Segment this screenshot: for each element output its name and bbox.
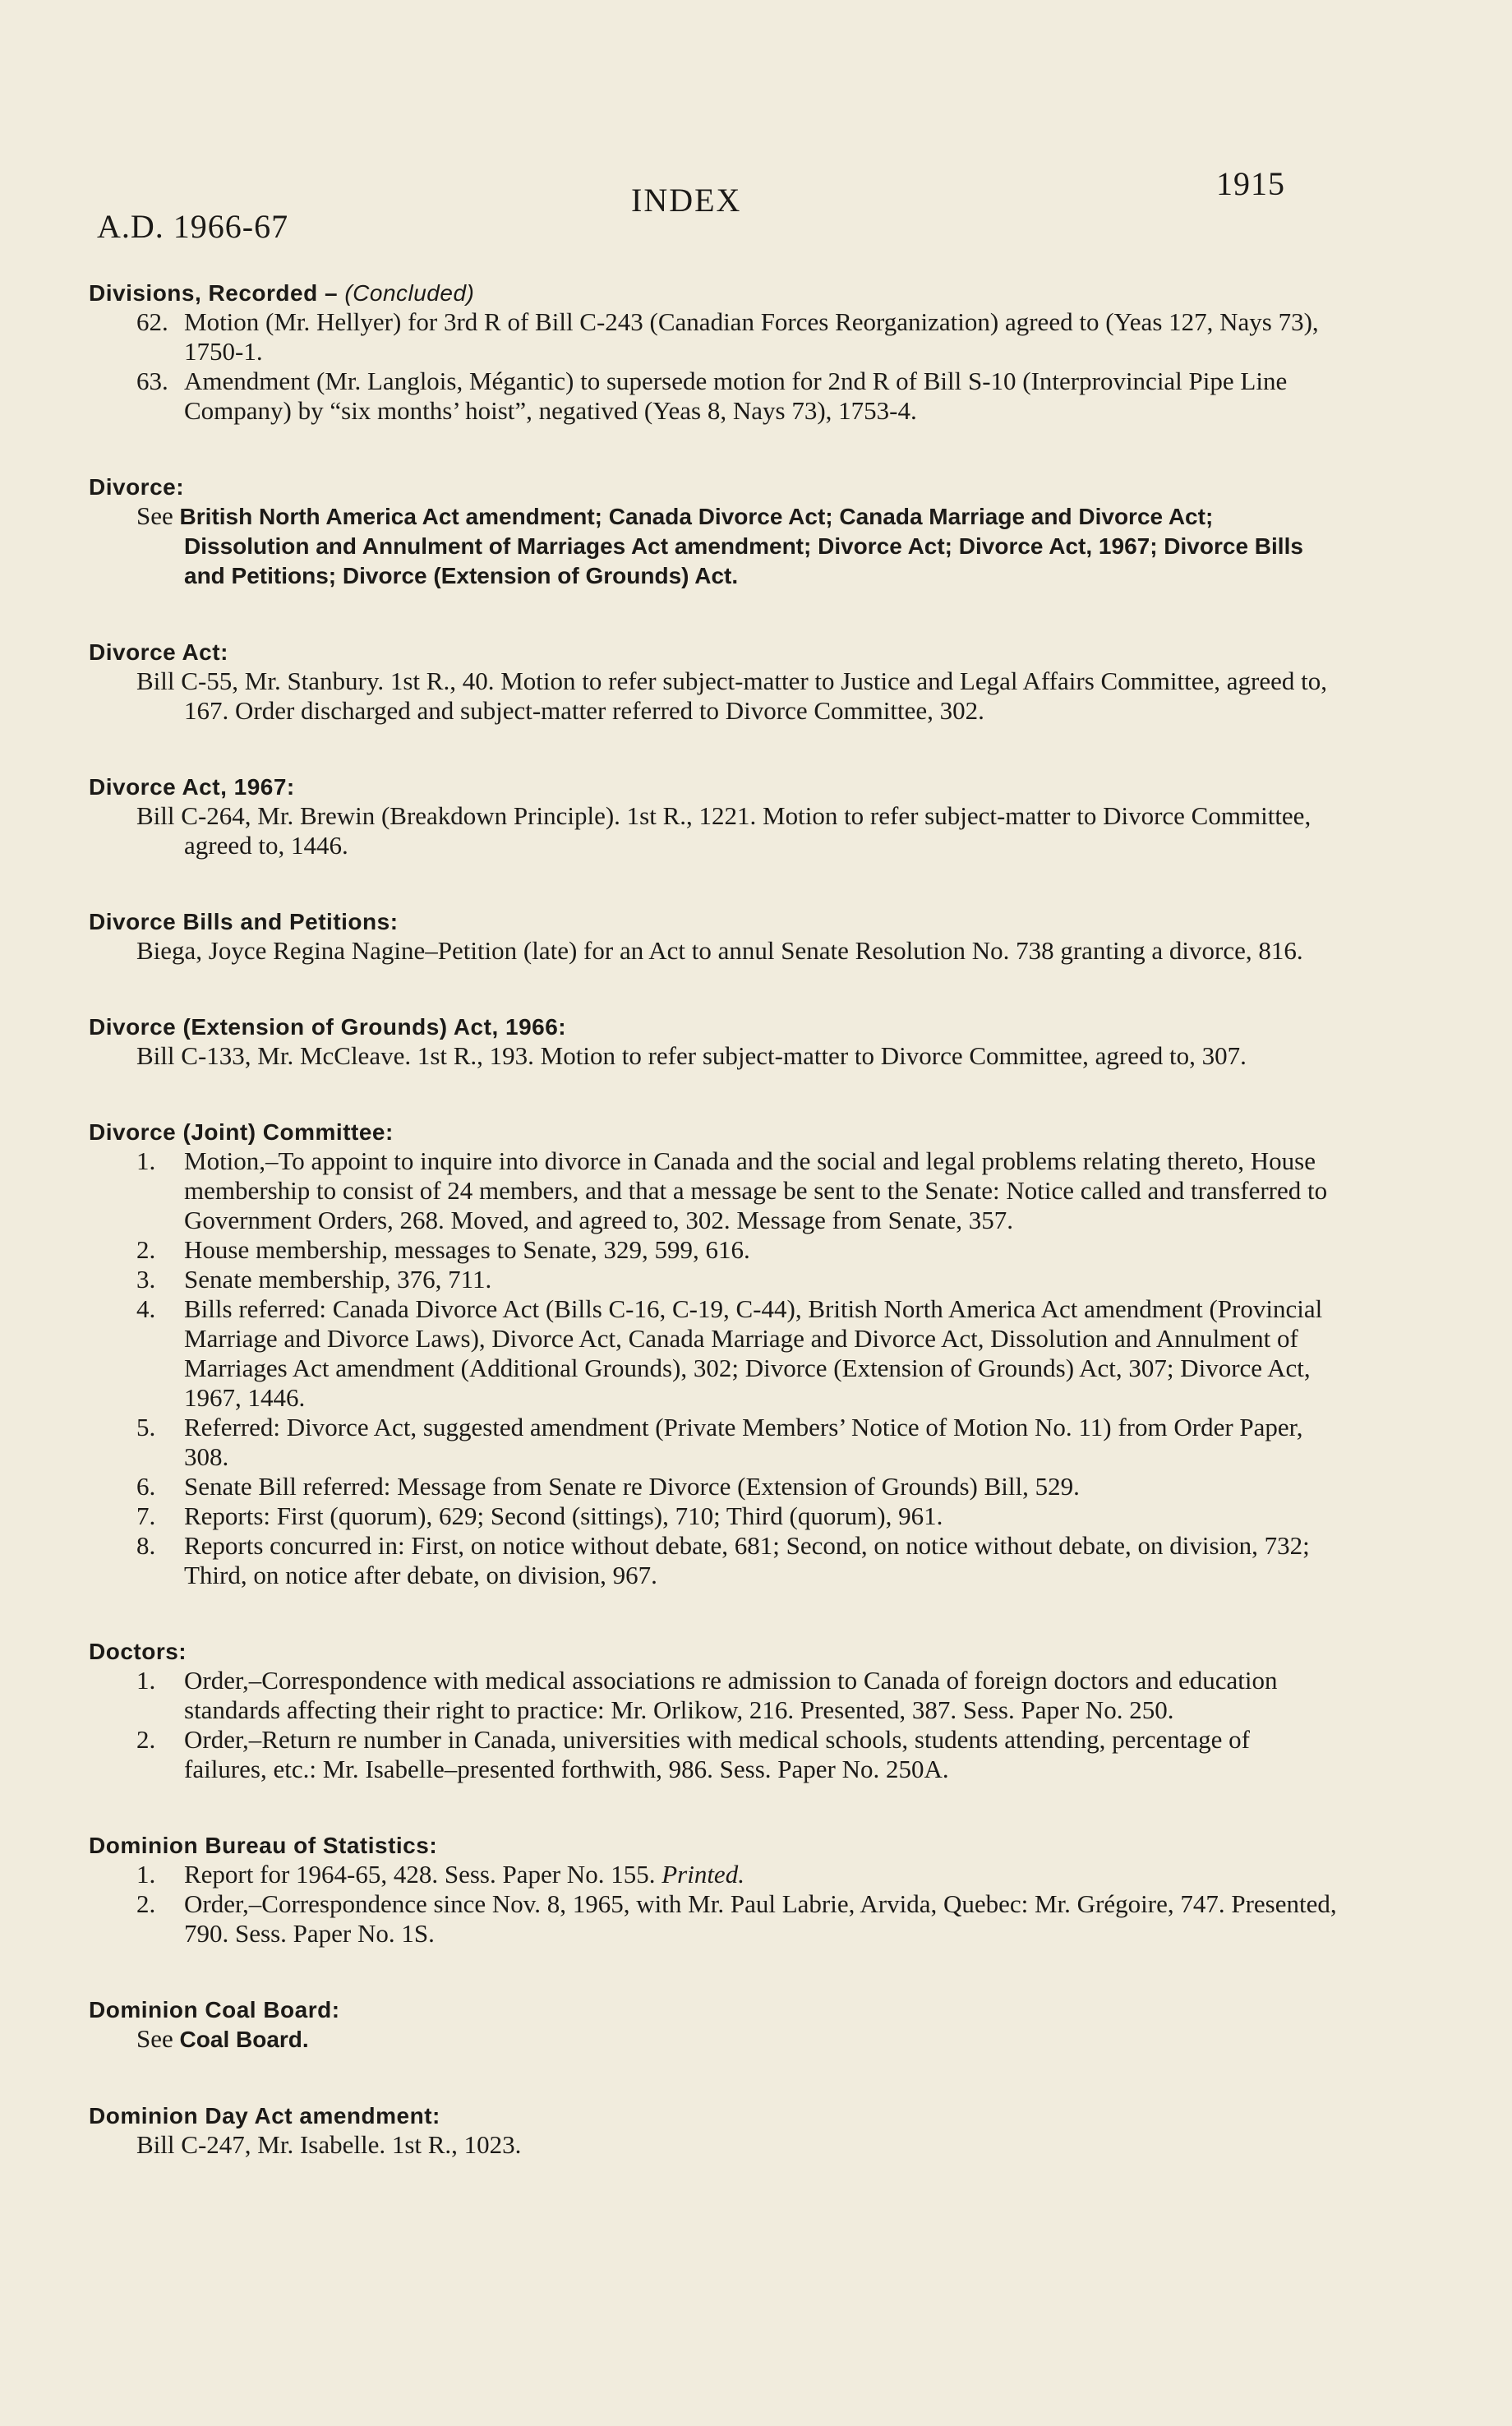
list-item <box>89 1860 1338 1889</box>
item-number: 7. <box>136 1501 156 1530</box>
entry-heading: Divorce (Extension of Grounds) Act, 1966: <box>89 1014 567 1040</box>
list-item <box>89 1666 1338 1725</box>
item-italic-note: Printed. <box>662 1860 744 1889</box>
page-number: 1915 <box>1216 165 1285 202</box>
index-entry-doctors <box>89 1638 1338 1784</box>
entry-heading: Dominion Coal Board: <box>89 1997 340 2022</box>
running-head <box>0 164 1512 245</box>
item-number: 2. <box>136 1725 156 1754</box>
index-entries <box>89 279 1338 2207</box>
list-item <box>89 1413 1338 1472</box>
list-item <box>89 1294 1338 1413</box>
list-item <box>89 367 1338 426</box>
entry-heading: Doctors: <box>89 1639 187 1664</box>
entry-items <box>89 1666 1338 1784</box>
index-entry-dominion-day-act <box>89 2102 1338 2160</box>
list-item <box>89 307 1338 367</box>
see-reference <box>136 501 1338 591</box>
list-item <box>89 1725 1338 1784</box>
index-entry-divisions-recorded <box>89 279 1338 426</box>
entry-items <box>89 1860 1338 1949</box>
index-entry-divorce-bills-petitions <box>89 908 1338 966</box>
item-number: 1. <box>136 1146 156 1175</box>
item-text: Reports: First (quorum), 629; Second (sittings), 710; Third (quorum), 961. <box>184 1501 943 1530</box>
item-number: 62. <box>136 307 168 336</box>
item-text: Motion (Mr. Hellyer) for 3rd R of Bill C-243 (Canadian Forces Reorganization) agreed to (Yeas 127, Nays 73), 1750-1. <box>184 307 1319 366</box>
item-number: 6. <box>136 1472 156 1501</box>
entry-heading: Divorce Act: <box>89 639 228 665</box>
session-year: A.D. 1966-67 <box>97 208 289 245</box>
see-word: See <box>136 2024 173 2053</box>
index-entry-divorce-extension-grounds <box>89 1013 1338 1071</box>
item-number: 3. <box>136 1265 156 1294</box>
item-number: 4. <box>136 1294 156 1323</box>
entry-items <box>89 307 1338 426</box>
item-number: 5. <box>136 1413 156 1441</box>
index-entry-divorce-act <box>89 639 1338 726</box>
entry-heading <box>89 279 1338 307</box>
item-number: 1. <box>136 1666 156 1695</box>
entry-items <box>89 1146 1338 1590</box>
list-item <box>89 1472 1338 1501</box>
entry-heading: Dominion Bureau of Statistics: <box>89 1833 438 1858</box>
page-title: INDEX <box>631 182 742 219</box>
item-text: Report for 1964-65, 428. Sess. Paper No. 155. <box>184 1860 656 1889</box>
item-number: 1. <box>136 1860 156 1889</box>
item-number: 2. <box>136 1889 156 1918</box>
entry-heading: Divorce Act, 1967: <box>89 774 295 800</box>
entry-heading: Divorce (Joint) Committee: <box>89 1119 394 1145</box>
item-text: Order,–Correspondence since Nov. 8, 1965, with Mr. Paul Labrie, Arvida, Quebec: Mr. Grégoire, 747. Presented, 790. Sess. Paper No. 1S. <box>184 1889 1337 1948</box>
list-item <box>89 1889 1338 1949</box>
item-number: 2. <box>136 1235 156 1264</box>
entry-heading: Divorce Bills and Petitions: <box>89 909 399 934</box>
item-text: Order,–Return re number in Canada, universities with medical schools, students attending, percentage of failures, etc.: Mr. Isabelle–presented forthwith, 986. Sess. Paper No. 250A. <box>184 1725 1250 1783</box>
item-text: Senate Bill referred: Message from Senate re Divorce (Extension of Grounds) Bill, 529. <box>184 1472 1080 1501</box>
list-item <box>89 1235 1338 1265</box>
item-text: Order,–Correspondence with medical associations re admission to Canada of foreign doctors and education standards affecting their right to practice: Mr. Orlikow, 216. Presented, 387. Sess. Paper No. 250. <box>184 1666 1278 1724</box>
entry-text: Bill C-133, Mr. McCleave. 1st R., 193. Motion to refer subject-matter to Divorce Committee, agreed to, 307. <box>136 1041 1247 1070</box>
item-text: Referred: Divorce Act, suggested amendment (Private Members’ Notice of Motion No. 11) from Order Paper, 308. <box>184 1413 1303 1471</box>
entry-heading-text: Divisions, Recorded – <box>89 280 339 306</box>
index-entry-dominion-coal-board <box>89 1996 1338 2055</box>
entry-text: Bill C-55, Mr. Stanbury. 1st R., 40. Motion to refer subject-matter to Justice and Legal Affairs Committee, agreed to, 167. Order discharged and subject-matter referred to Divorce Committee, 302. <box>136 666 1327 725</box>
item-number: 8. <box>136 1531 156 1560</box>
see-text: British North America Act amendment; Canada Divorce Act; Canada Marriage and Divorce Act; Dissolution and Annulment of Marriages Act amendment; Divorce Act; Divorce Act, 1967; Divorce Bills and Petitions; Divorce (Extension of Grounds) Act. <box>179 504 1303 588</box>
entry-text: Bill C-264, Mr. Brewin (Breakdown Principle). 1st R., 1221. Motion to refer subject-matter to Divorce Committee, agreed to, 1446. <box>136 801 1311 860</box>
item-text: Bills referred: Canada Divorce Act (Bills C-16, C-19, C-44), British North America Act amendment (Provincial Marriage and Divorce Laws), Divorce Act, Canada Marriage and Divorce Act, Dissolution and Annulment of Marriages Act amendment (Additional Grounds), 302; Divorce (Extension of Grounds) Act, 307; Divorce Act, 1967, 1446. <box>184 1294 1323 1412</box>
entry-heading: Dominion Day Act amendment: <box>89 2103 440 2129</box>
entry-heading: Divorce: <box>89 474 185 500</box>
list-item <box>89 1146 1338 1235</box>
see-reference <box>136 2024 1338 2055</box>
index-entry-dominion-bureau-statistics <box>89 1832 1338 1949</box>
list-item <box>89 1501 1338 1531</box>
item-text: Motion,–To appoint to inquire into divorce in Canada and the social and legal problems relating thereto, House membership to consist of 24 members, and that a message be sent to the Senate: Notice called and transferred to Government Orders, 268. Moved, and agreed to, 302. Message from Senate, 357. <box>184 1146 1328 1234</box>
list-item <box>89 1265 1338 1294</box>
list-item <box>89 1531 1338 1590</box>
item-number: 63. <box>136 367 168 395</box>
index-entry-divorce <box>89 473 1338 591</box>
entry-text: Biega, Joyce Regina Nagine–Petition (late) for an Act to annul Senate Resolution No. 738 granting a divorce, 816. <box>136 936 1303 965</box>
see-word: See <box>136 501 173 530</box>
see-text: Coal Board. <box>179 2027 309 2052</box>
index-entry-divorce-act-1967 <box>89 773 1338 860</box>
entry-text: Bill C-247, Mr. Isabelle. 1st R., 1023. <box>136 2130 522 2159</box>
index-entry-divorce-joint-committee <box>89 1118 1338 1590</box>
item-text: Amendment (Mr. Langlois, Mégantic) to supersede motion for 2nd R of Bill S-10 (Interprovincial Pipe Line Company) by “six months’ hoist”, negatived (Yeas 8, Nays 73), 1753-4. <box>184 367 1288 425</box>
item-text: Reports concurred in: First, on notice without debate, 681; Second, on notice without debate, on division, 732; Third, on notice after debate, on division, 967. <box>184 1531 1310 1589</box>
item-text: Senate membership, 376, 711. <box>184 1265 492 1294</box>
entry-heading-suffix: (Concluded) <box>344 280 475 306</box>
item-text: House membership, messages to Senate, 329, 599, 616. <box>184 1235 750 1264</box>
